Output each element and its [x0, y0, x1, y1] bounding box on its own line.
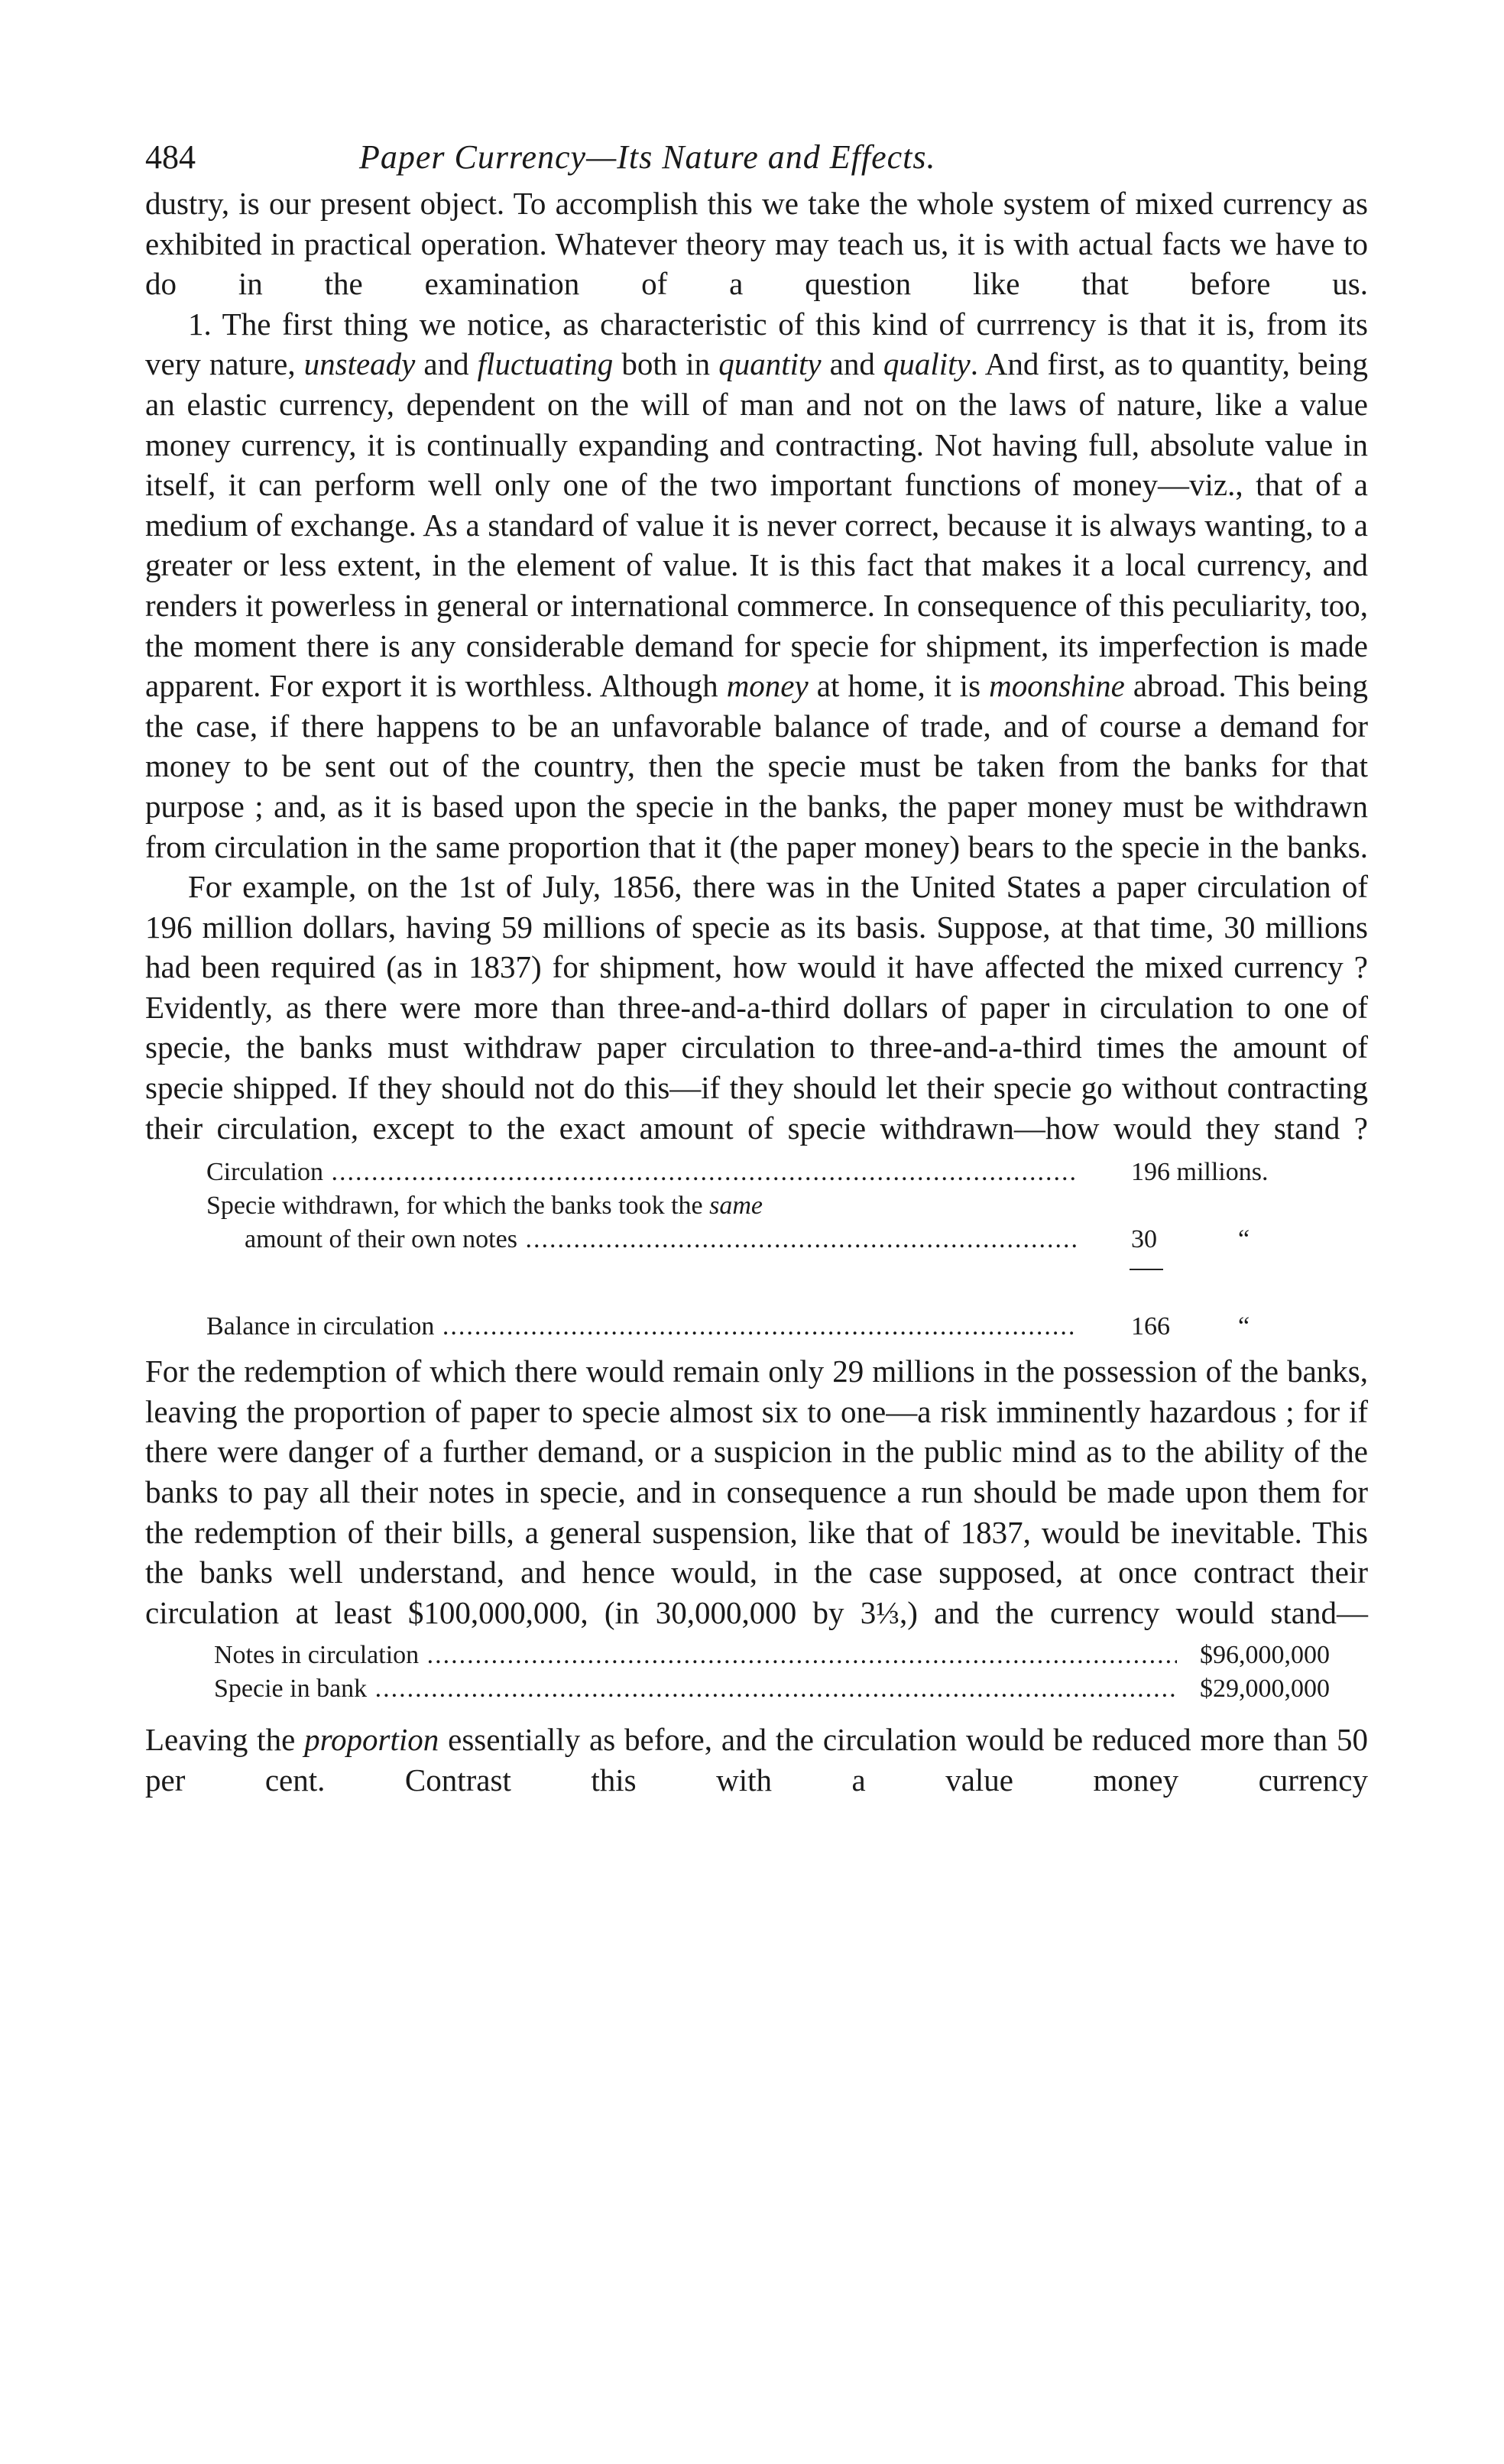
ledger-row-own-notes	[145, 1223, 1368, 1256]
ledger-row-rule	[145, 1256, 1368, 1290]
ledger-sum-rule	[1130, 1269, 1163, 1270]
paragraph-2-text-4: and	[821, 346, 883, 382]
ledger-label-specie-bank: Specie in bank .....	[214, 1672, 1177, 1706]
paragraph-1	[145, 183, 1368, 304]
paragraph-2-text-1: 1. The first thing we notice, as characteristic of this kind of currrency is that it is, from its very nature,	[145, 306, 1368, 382]
running-title: Paper Currency—Its Nature and Effects.	[359, 138, 936, 176]
paragraph-3-text: For example, on the 1st of July, 1856, there was in the United States a paper circulation of 196 million dollars, having 59 millions of specie as its basis. Suppose, at that time, 30 millions had been required (as in 1837) for shipment, how would it have affected the mixed currency ? Evidently, as there were more than three-and-a-third dollars of paper in circulation to one of specie, the banks must withdraw paper circulation to three-and-a-third times the amount of specie shipped. If they should not do this—if they should let their specie go without contracting their circulation, except to the exact amount of specie withdrawn—how would they stand ?	[145, 869, 1368, 1146]
paragraph-2-italic-quality: quality	[883, 346, 971, 382]
book-page	[145, 115, 1368, 1801]
paragraph-1-text: dustry, is our present object. To accomplish this we take the whole system of mixed currency as exhibited in practical operation. Whatever theory may teach us, it is with actual facts we have to do in the examination of a question like that before us.	[145, 186, 1368, 302]
ledger-label-specie-withdrawn-text: Specie withdrawn, for which the banks took the	[206, 1191, 710, 1221]
paragraph-2-italic-fluctuating: fluctuating	[477, 346, 614, 382]
ledger-row-circulation	[145, 1156, 1368, 1189]
ledger-value-own-notes: 30	[1131, 1225, 1157, 1254]
paragraph-2-italic-moonshine: moonshine	[989, 668, 1125, 704]
paragraph-2-text-2: and	[415, 346, 478, 382]
ledger-row-specie-withdrawn	[145, 1189, 1368, 1223]
paragraph-2-text-7: abroad. This being the case, if there happens to be an unfavorable balance of trade, and of course a demand for money to be sent out of the country, then the specie must be taken from the banks for that purpose ; and, as it is based upon the specie in the banks, the paper money must be withdrawn from circulation in the same proportion that it (the paper money) bears to the specie in the banks.	[145, 668, 1368, 864]
ledger-gap	[145, 1290, 1368, 1310]
paragraph-5	[145, 1720, 1368, 1800]
ledger-value-specie-bank: $29,000,000	[1200, 1675, 1330, 1704]
paragraph-2-text-6: at home, it is	[808, 668, 990, 704]
running-head	[145, 115, 1368, 183]
paragraph-2	[145, 304, 1368, 867]
page-number: 484	[145, 138, 196, 176]
paragraph-2-text-5: . And first, as to quantity, being an elastic currency, dependent on the will of man and not on the laws of nature, like a value money currency, it is continually expanding and contracting. Not having full, absolute value in itself, it can perform well only one of the two important functions of money—viz., that of a medium of exchange. As a standard of value it is never correct, because it is always wanting, to a greater or less extent, in the element of value. It is this fact that makes it a local currency, and renders it powerless in general or international commerce. In consequence of this peculiarity, too, the moment there is any considerable demand for specie for shipment, its imperfection is made apparent. For export it is worthless. Although	[145, 346, 1368, 704]
ledger-row-specie-bank	[145, 1672, 1368, 1706]
ledger-label-same-italic: same	[709, 1191, 763, 1221]
paragraph-2-italic-unsteady: unsteady	[303, 346, 416, 382]
paragraph-3	[145, 867, 1368, 1148]
ledger-label-notes-circulation: Notes in circulation .....	[214, 1639, 1177, 1672]
paragraph-2-italic-quantity: quantity	[718, 346, 822, 382]
ledger-label-circulation: Circulation .....	[206, 1156, 1078, 1189]
ledger-value-circulation: 196 millions.	[1131, 1158, 1269, 1187]
paragraph-5-text-1: Leaving the	[145, 1722, 305, 1758]
ledger-label-specie-withdrawn	[206, 1189, 763, 1223]
ledger-label-own-notes: amount of their own notes .....	[245, 1223, 1078, 1256]
ledger-row-balance	[145, 1310, 1368, 1344]
ledger-ditto-mark-2: “	[1238, 1312, 1250, 1341]
ledger-label-balance: Balance in circulation .....	[206, 1310, 1078, 1344]
ledger-table-2	[145, 1639, 1368, 1706]
ledger-ditto-mark-1: “	[1238, 1225, 1250, 1254]
paragraph-2-italic-money: money	[726, 668, 809, 704]
paragraph-5-text-2: essentially as before, and the circulation would be reduced more than 50 per cent. Contrast this with a value money currency	[145, 1722, 1368, 1798]
ledger-table-1	[145, 1156, 1368, 1344]
paragraph-4-text: For the redemption of which there would remain only 29 millions in the possession of the banks, leaving the proportion of paper to specie almost six to one—a risk imminently hazardous ; for if there were danger of a further demand, or a suspicion in the public mind as to the ability of the banks to pay all their notes in specie, and in consequence a run should be made upon them for the redemption of their bills, a general suspension, like that of 1837, would be inevitable. This the banks well understand, and hence would, in the case supposed, at once contract their circulation at least $100,000,000, (in 30,000,000 by 3⅓,) and the currency would stand—	[145, 1354, 1368, 1630]
ledger-value-notes-circulation: $96,000,000	[1200, 1641, 1330, 1670]
ledger-row-notes-circulation	[145, 1639, 1368, 1672]
paragraph-2-text-3: both in	[613, 346, 719, 382]
ledger-value-balance: 166	[1131, 1312, 1170, 1341]
paragraph-5-italic-proportion: proportion	[304, 1722, 439, 1758]
paragraph-4	[145, 1351, 1368, 1632]
